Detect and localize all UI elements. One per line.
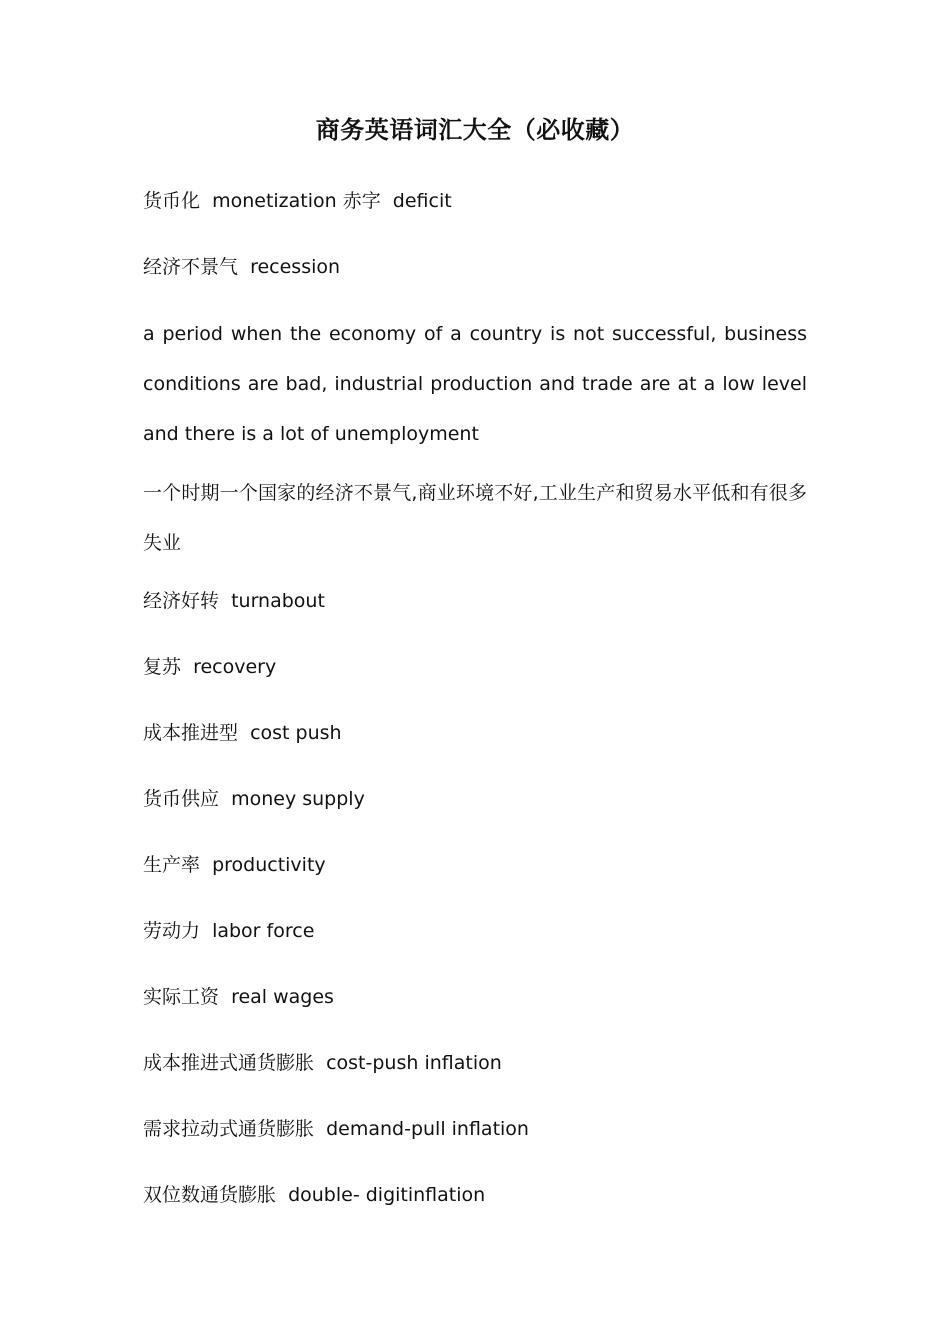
vocab-entry: 经济好转 turnabout	[143, 590, 325, 612]
vocab-entry: 经济不景气 recession	[143, 256, 341, 278]
vocab-entry: 需求拉动式通货膨胀 demand-pull inflation	[143, 1118, 529, 1140]
vocab-entry: 货币化 monetization 赤字 deficit	[143, 190, 452, 212]
vocab-entry: 生产率 productivity	[143, 854, 326, 876]
document-title: 商务英语词汇大全（必收藏）	[315, 116, 635, 144]
vocab-entry: 劳动力 labor force	[143, 920, 315, 942]
document-body	[143, 185, 807, 1245]
vocab-entry: 实际工资 real wages	[143, 986, 334, 1008]
vocab-entry: 成本推进式通货膨胀 cost-push inflation	[143, 1052, 502, 1074]
vocab-entry: 双位数通货膨胀 double- digitinflation	[143, 1184, 486, 1206]
vocab-entry: 复苏 recovery	[143, 656, 277, 678]
vocab-entry: 成本推进型 cost push	[143, 722, 342, 744]
definition-english: a period when the economy of a country is not successful, business conditions are bad, industrial production and trade are at a low level and there is a lot of unemployment	[143, 323, 807, 445]
definition-chinese: 一个时期一个国家的经济不景气,商业环境不好,工业生产和贸易水平低和有很多失业	[143, 482, 807, 554]
vocab-entry: 货币供应 money supply	[143, 788, 365, 810]
